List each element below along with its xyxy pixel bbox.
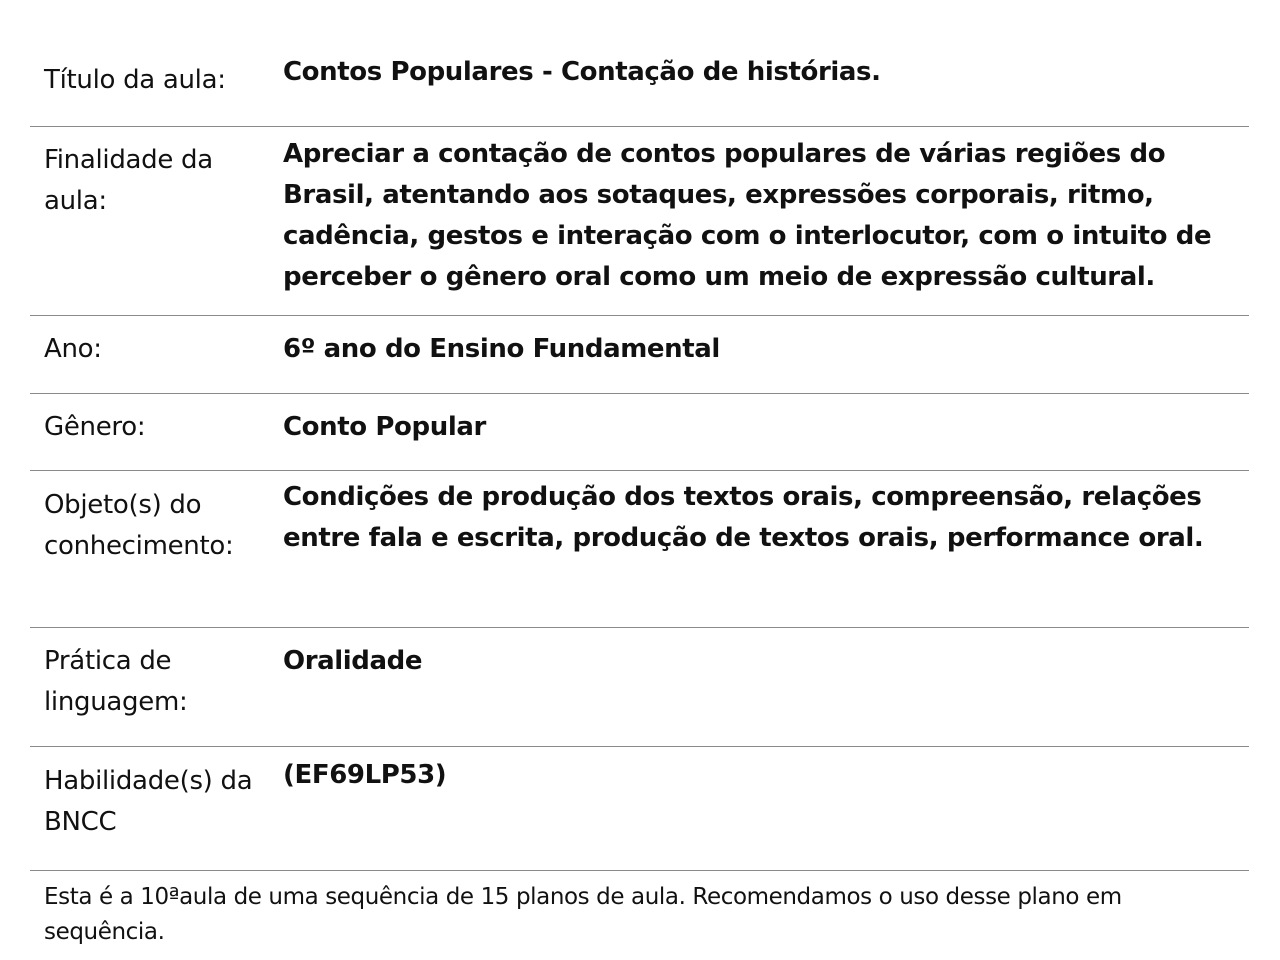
row-label: Gênero:	[44, 412, 146, 442]
row-bncc-skills	[30, 747, 1249, 871]
row-label: Finalidade da aula:	[44, 145, 213, 216]
row-lesson-title	[30, 48, 1249, 127]
row-value: Condições de produção dos textos orais, compreensão, relações entre fala e escrita, produção de textos orais, performance oral.	[283, 482, 1204, 553]
row-lesson-purpose	[30, 127, 1249, 316]
row-label: Objeto(s) do conhecimento:	[44, 490, 234, 561]
row-label: Prática de linguagem:	[44, 646, 188, 717]
row-label: Título da aula:	[44, 65, 226, 95]
row-label: Habilidade(s) da BNCC	[44, 766, 253, 837]
row-year	[30, 316, 1249, 394]
row-genre	[30, 394, 1249, 471]
sequence-note: Esta é a 10ªaula de uma sequência de 15 planos de aula. Recomendamos o uso desse plano em sequência.	[44, 884, 1122, 945]
row-value: Contos Populares - Contação de histórias.	[283, 57, 881, 87]
row-value: Apreciar a contação de contos populares de várias regiões do Brasil, atentando aos sotaques, expressões corporais, ritmo, cadência, gestos e interação com o interlocutor, com o intuito de perceber o gênero oral como um meio de expressão cultural.	[283, 139, 1212, 292]
row-language-practice	[30, 628, 1249, 747]
row-value: 6º ano do Ensino Fundamental	[283, 334, 720, 364]
lesson-plan-table	[30, 48, 1249, 871]
row-knowledge-objects	[30, 471, 1249, 628]
row-label: Ano:	[44, 334, 102, 364]
row-value: Oralidade	[283, 646, 423, 676]
row-value: (EF69LP53)	[283, 760, 447, 790]
row-value: Conto Popular	[283, 412, 486, 442]
